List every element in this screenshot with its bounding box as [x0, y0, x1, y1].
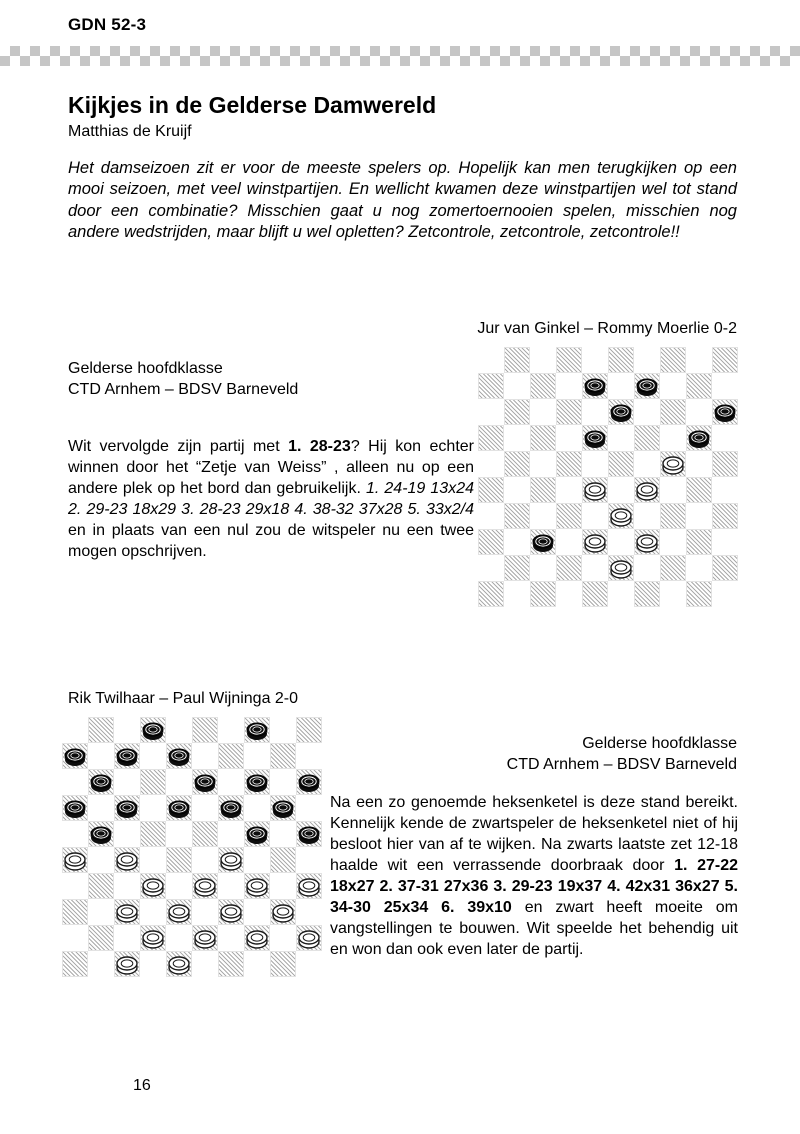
dark-square — [192, 873, 218, 899]
light-square — [270, 925, 296, 951]
dark-square — [244, 925, 270, 951]
black-piece — [297, 823, 321, 845]
game1-competition — [68, 358, 478, 400]
light-square — [608, 581, 634, 607]
dark-square — [244, 873, 270, 899]
black-piece — [609, 401, 633, 423]
light-square — [114, 717, 140, 743]
white-piece — [115, 849, 139, 871]
black-piece — [635, 375, 659, 397]
light-square — [608, 477, 634, 503]
dark-square — [608, 555, 634, 581]
light-square — [244, 743, 270, 769]
light-square — [140, 899, 166, 925]
white-piece — [219, 901, 243, 923]
page-header: GDN 52-3 — [68, 15, 147, 34]
light-square — [478, 451, 504, 477]
dark-square — [88, 925, 114, 951]
light-square — [244, 847, 270, 873]
black-piece — [89, 823, 113, 845]
black-piece — [245, 719, 269, 741]
light-square — [504, 477, 530, 503]
dark-square — [296, 769, 322, 795]
dark-square — [192, 925, 218, 951]
black-piece — [141, 719, 165, 741]
dark-square — [634, 373, 660, 399]
text-segment: 1. 27-22 18x27 2. 37-31 27x36 3. 29-23 19x37 4. 42x31 36x27 5. 34-30 25x34 6. 39x10 — [330, 857, 738, 916]
light-square — [530, 451, 556, 477]
light-square — [530, 503, 556, 529]
white-piece — [63, 849, 87, 871]
light-square — [634, 555, 660, 581]
light-square — [140, 795, 166, 821]
light-square — [582, 503, 608, 529]
light-square — [478, 347, 504, 373]
light-square — [218, 873, 244, 899]
black-piece — [193, 771, 217, 793]
dark-square — [634, 425, 660, 451]
light-square — [218, 821, 244, 847]
dark-square — [88, 821, 114, 847]
checker-band-decoration — [0, 46, 800, 66]
dark-square — [114, 795, 140, 821]
dark-square — [478, 477, 504, 503]
dark-square — [478, 529, 504, 555]
light-square — [556, 425, 582, 451]
dark-square — [608, 451, 634, 477]
light-square — [218, 925, 244, 951]
light-square — [504, 373, 530, 399]
light-square — [634, 451, 660, 477]
light-square — [608, 425, 634, 451]
dark-square — [296, 821, 322, 847]
dark-square — [530, 373, 556, 399]
dark-square — [478, 373, 504, 399]
light-square — [88, 847, 114, 873]
light-square — [140, 951, 166, 977]
dark-square — [660, 347, 686, 373]
light-square — [270, 873, 296, 899]
black-piece — [297, 771, 321, 793]
dark-square — [62, 743, 88, 769]
black-piece — [219, 797, 243, 819]
white-piece — [167, 953, 191, 975]
dark-square — [582, 425, 608, 451]
black-piece — [245, 823, 269, 845]
dark-square — [218, 743, 244, 769]
light-square — [114, 925, 140, 951]
dark-square — [660, 503, 686, 529]
dark-square — [166, 899, 192, 925]
light-square — [296, 847, 322, 873]
light-square — [296, 795, 322, 821]
white-piece — [635, 479, 659, 501]
dark-square — [608, 347, 634, 373]
game2-competition-line2: CTD Arnhem – BDSV Barneveld — [506, 756, 737, 773]
dark-square — [296, 873, 322, 899]
page-number: 16 — [133, 1077, 151, 1094]
light-square — [686, 399, 712, 425]
dark-square — [608, 399, 634, 425]
dark-square — [114, 951, 140, 977]
dark-square — [62, 899, 88, 925]
dark-square — [140, 769, 166, 795]
light-square — [634, 399, 660, 425]
dark-square — [660, 555, 686, 581]
dark-square — [556, 399, 582, 425]
light-square — [712, 373, 738, 399]
dark-square — [166, 847, 192, 873]
light-square — [114, 873, 140, 899]
light-square — [478, 503, 504, 529]
game2-paragraph — [330, 792, 738, 960]
light-square — [62, 821, 88, 847]
light-square — [556, 529, 582, 555]
white-piece — [271, 901, 295, 923]
light-square — [686, 503, 712, 529]
light-square — [62, 769, 88, 795]
dark-square — [478, 425, 504, 451]
white-piece — [245, 927, 269, 949]
light-square — [166, 925, 192, 951]
game1-competition-line1: Gelderse hoofdklasse — [68, 360, 223, 377]
dark-square — [582, 529, 608, 555]
dark-square — [712, 451, 738, 477]
dark-square — [686, 477, 712, 503]
black-piece — [245, 771, 269, 793]
dark-square — [192, 717, 218, 743]
light-square — [686, 451, 712, 477]
white-piece — [115, 953, 139, 975]
black-piece — [63, 745, 87, 767]
light-square — [296, 899, 322, 925]
dark-square — [140, 717, 166, 743]
white-piece — [297, 927, 321, 949]
dark-square — [218, 795, 244, 821]
light-square — [270, 821, 296, 847]
dark-square — [556, 555, 582, 581]
dark-square — [686, 581, 712, 607]
dark-square — [114, 899, 140, 925]
white-piece — [661, 453, 685, 475]
dark-square — [270, 899, 296, 925]
text-segment: ? Hij kon echter winnen door het “Zetje van Weiss” , alleen nu op een andere plek op het bord dan gebruikelijk. — [68, 438, 474, 497]
dark-square — [140, 925, 166, 951]
light-square — [166, 769, 192, 795]
white-piece — [167, 901, 191, 923]
light-square — [582, 399, 608, 425]
white-piece — [115, 901, 139, 923]
light-square — [530, 347, 556, 373]
light-square — [504, 425, 530, 451]
text-segment: Wit vervolgde zijn partij met — [68, 438, 289, 455]
dark-square — [166, 795, 192, 821]
light-square — [660, 529, 686, 555]
dark-square — [530, 477, 556, 503]
light-square — [504, 581, 530, 607]
text-segment: 1. 24-19 13x24 2. 29-23 18x29 3. 28-23 29x18 4. 38-32 37x28 5. 33x2/4 — [68, 480, 475, 518]
game2-draughts-board — [62, 717, 322, 977]
light-square — [660, 373, 686, 399]
white-piece — [193, 875, 217, 897]
black-piece — [687, 427, 711, 449]
white-piece — [583, 479, 607, 501]
dark-square — [270, 743, 296, 769]
dark-square — [62, 847, 88, 873]
light-square — [712, 425, 738, 451]
light-square — [478, 555, 504, 581]
light-square — [218, 717, 244, 743]
light-square — [244, 899, 270, 925]
light-square — [270, 717, 296, 743]
dark-square — [530, 529, 556, 555]
dark-square — [244, 717, 270, 743]
dark-square — [478, 581, 504, 607]
white-piece — [245, 875, 269, 897]
light-square — [88, 899, 114, 925]
light-square — [582, 451, 608, 477]
dark-square — [504, 399, 530, 425]
dark-square — [218, 951, 244, 977]
light-square — [192, 795, 218, 821]
light-square — [114, 821, 140, 847]
dark-square — [712, 347, 738, 373]
text-segment: 1. 28-23 — [288, 438, 351, 455]
black-piece — [167, 797, 191, 819]
light-square — [712, 477, 738, 503]
dark-square — [244, 821, 270, 847]
dark-square — [634, 477, 660, 503]
dark-square — [62, 795, 88, 821]
dark-square — [166, 743, 192, 769]
text-segment: en in plaats van een nul zou de witspeler nu een twee mogen opschrijven. — [68, 522, 474, 560]
dark-square — [192, 821, 218, 847]
dark-square — [686, 425, 712, 451]
light-square — [712, 581, 738, 607]
light-square — [634, 347, 660, 373]
dark-square — [556, 503, 582, 529]
light-square — [608, 529, 634, 555]
light-square — [634, 503, 660, 529]
light-square — [114, 769, 140, 795]
light-square — [556, 581, 582, 607]
dark-square — [270, 951, 296, 977]
light-square — [296, 951, 322, 977]
light-square — [140, 743, 166, 769]
game2-caption: Rik Twilhaar – Paul Wijninga 2-0 — [68, 690, 299, 707]
light-square — [660, 477, 686, 503]
dark-square — [270, 795, 296, 821]
dark-square — [166, 951, 192, 977]
dark-square — [270, 847, 296, 873]
light-square — [62, 717, 88, 743]
light-square — [582, 555, 608, 581]
light-square — [192, 743, 218, 769]
dark-square — [192, 769, 218, 795]
dark-square — [296, 925, 322, 951]
dark-square — [88, 769, 114, 795]
dark-square — [556, 451, 582, 477]
dark-square — [582, 581, 608, 607]
text-segment: en zwart heeft moeite om vangstellingen te bouwen. Wit speelde het behendig uit en won dan ook even later de partij. — [330, 899, 738, 958]
dark-square — [556, 347, 582, 373]
dark-square — [140, 821, 166, 847]
black-piece — [115, 797, 139, 819]
article-title: Kijkjes in de Gelderse Damwereld — [68, 92, 437, 118]
black-piece — [89, 771, 113, 793]
light-square — [88, 951, 114, 977]
white-piece — [609, 557, 633, 579]
dark-square — [608, 503, 634, 529]
white-piece — [635, 531, 659, 553]
white-piece — [193, 927, 217, 949]
dark-square — [218, 899, 244, 925]
white-piece — [609, 505, 633, 527]
light-square — [530, 399, 556, 425]
light-square — [686, 347, 712, 373]
light-square — [244, 795, 270, 821]
black-piece — [531, 531, 555, 553]
dark-square — [582, 373, 608, 399]
game1-draughts-board — [478, 347, 738, 607]
black-piece — [167, 745, 191, 767]
article-author: Matthias de Kruijf — [68, 123, 192, 140]
dark-square — [582, 477, 608, 503]
light-square — [712, 529, 738, 555]
light-square — [556, 373, 582, 399]
dark-square — [504, 347, 530, 373]
black-piece — [713, 401, 737, 423]
dark-square — [686, 529, 712, 555]
dark-square — [660, 399, 686, 425]
black-piece — [63, 797, 87, 819]
dark-square — [634, 581, 660, 607]
light-square — [478, 399, 504, 425]
black-piece — [115, 745, 139, 767]
dark-square — [530, 581, 556, 607]
light-square — [192, 847, 218, 873]
dark-square — [114, 847, 140, 873]
light-square — [686, 555, 712, 581]
dark-square — [296, 717, 322, 743]
light-square — [140, 847, 166, 873]
dark-square — [712, 503, 738, 529]
dark-square — [244, 769, 270, 795]
light-square — [192, 899, 218, 925]
light-square — [660, 581, 686, 607]
light-square — [582, 347, 608, 373]
game2-competition — [330, 733, 737, 775]
dark-square — [712, 555, 738, 581]
light-square — [166, 873, 192, 899]
intro-paragraph: Het damseizoen zit er voor de meeste spelers op. Hopelijk kan men terugkijken op een mooi seizoen, met veel winstpartijen. En wellicht kwamen deze winstpartijen wel tot stand door een combinatie? Misschien gaat u nog zomertoernooien spelen, misschien nog andere wedstrijden, maar blijft u wel opletten? Zetcontrole, zetcontrole, zetcontrole!! — [68, 159, 737, 242]
dark-square — [686, 373, 712, 399]
dark-square — [530, 425, 556, 451]
dark-square — [660, 451, 686, 477]
light-square — [88, 743, 114, 769]
light-square — [270, 769, 296, 795]
black-piece — [271, 797, 295, 819]
dark-square — [504, 555, 530, 581]
game1-caption: Jur van Ginkel – Rommy Moerlie 0-2 — [477, 320, 737, 337]
white-piece — [141, 927, 165, 949]
dark-square — [88, 873, 114, 899]
light-square — [530, 555, 556, 581]
dark-square — [218, 847, 244, 873]
white-piece — [219, 849, 243, 871]
light-square — [504, 529, 530, 555]
dark-square — [504, 451, 530, 477]
black-piece — [583, 427, 607, 449]
light-square — [556, 477, 582, 503]
game2-competition-line1: Gelderse hoofdklasse — [582, 735, 737, 752]
black-piece — [583, 375, 607, 397]
light-square — [244, 951, 270, 977]
light-square — [62, 925, 88, 951]
light-square — [166, 821, 192, 847]
dark-square — [114, 743, 140, 769]
game1-paragraph — [68, 436, 474, 562]
dark-square — [62, 951, 88, 977]
dark-square — [634, 529, 660, 555]
light-square — [192, 951, 218, 977]
light-square — [660, 425, 686, 451]
dark-square — [504, 503, 530, 529]
light-square — [88, 795, 114, 821]
light-square — [608, 373, 634, 399]
white-piece — [297, 875, 321, 897]
light-square — [296, 743, 322, 769]
white-piece — [583, 531, 607, 553]
light-square — [218, 769, 244, 795]
dark-square — [712, 399, 738, 425]
text-segment: Na een zo genoemde heksenketel is deze stand bereikt. Kennelijk kende de zwartspeler de heksenketel niet of hij besloot hier van af te wijken. Na zwarts laatste zet 12-18 haalde wit een verrassende doorbraak door — [330, 794, 738, 874]
game1-competition-line2: CTD Arnhem – BDSV Barneveld — [68, 381, 299, 398]
dark-square — [140, 873, 166, 899]
light-square — [166, 717, 192, 743]
white-piece — [141, 875, 165, 897]
light-square — [62, 873, 88, 899]
dark-square — [88, 717, 114, 743]
